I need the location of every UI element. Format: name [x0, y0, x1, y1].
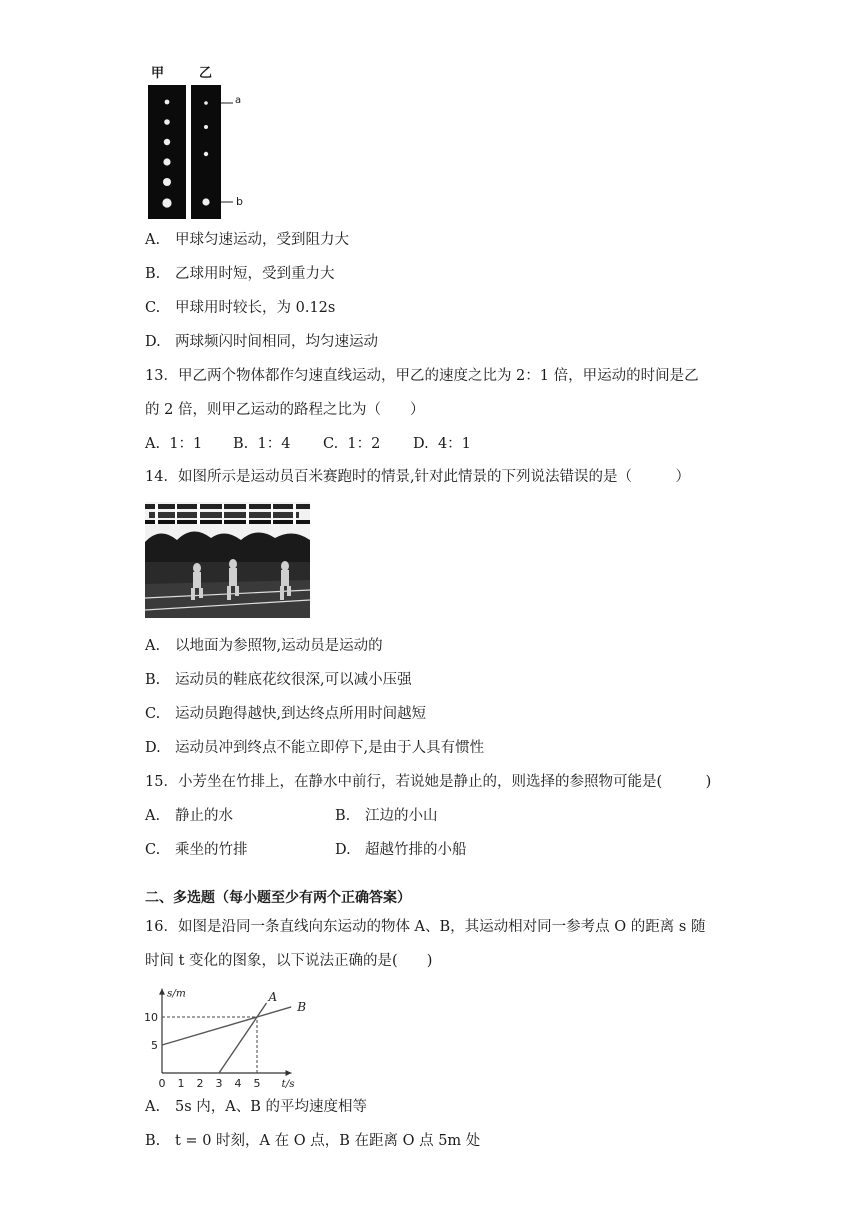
x-axis-arrow	[286, 1070, 292, 1076]
q15-option-d: D. 超越竹排的小船	[335, 842, 467, 858]
ball-jia	[162, 198, 171, 207]
section-title-multi-choice: 二、多选题（每小题至少有两个正确答案）	[145, 890, 411, 906]
x-tick-label: 0	[158, 1077, 166, 1090]
q15-options-row1	[145, 806, 438, 826]
series-label-B: B	[297, 999, 307, 1014]
q15-option-a: A. 静止的水	[145, 808, 233, 824]
label-yi: 乙	[199, 66, 213, 81]
series-line-B	[162, 1007, 291, 1045]
q12-option-a: A. 甲球匀速运动，受到阻力大	[145, 232, 349, 248]
q13-option-d: D. 4：1	[413, 436, 471, 452]
q15-options-row2	[145, 840, 467, 860]
ball-jia	[164, 139, 170, 145]
ball-jia	[164, 119, 170, 125]
q14-option-c: C. 运动员跑得越快,到达终点所用时间越短	[145, 706, 427, 722]
strobe-figure	[145, 62, 255, 222]
q14-option-d: D. 运动员冲到终点不能立即停下,是由于人具有惯性	[145, 740, 485, 756]
y-axis-label: s/m	[167, 987, 186, 1000]
q13-option-c: C. 1：2	[323, 436, 381, 452]
ball-yi	[202, 198, 209, 205]
q13-option-a: A. 1：1	[145, 436, 203, 452]
q16-stem-line1: 16．如图是沿同一条直线向东运动的物体 A、B，其运动相对同一参考点 O 的距离 s 随	[145, 919, 706, 935]
series-label-A: A	[268, 990, 278, 1004]
marker-a: a	[235, 95, 242, 106]
q14-option-b: B. 运动员的鞋底花纹很深,可以减小压强	[145, 672, 412, 688]
q15-option-b: B. 江边的小山	[335, 808, 438, 824]
q13-stem-line2: 的 2 倍，则甲乙运动的路程之比为（ ）	[145, 402, 425, 418]
q15-option-c: C. 乘坐的竹排	[145, 842, 248, 858]
q12-option-c: C. 甲球用时较长，为 0.12s	[145, 300, 336, 316]
x-tick-label: 5	[253, 1077, 261, 1090]
ball-jia	[163, 158, 170, 165]
q16-stem-line2: 时间 t 变化的图象，以下说法正确的是( )	[145, 953, 433, 969]
ball-yi	[204, 152, 208, 156]
q15-stem: 15．小芳坐在竹排上，在静水中前行，若说她是静止的，则选择的参照物可能是( )	[145, 774, 712, 790]
y-tick-label: 10	[144, 1011, 158, 1024]
q16-option-a: A. 5s 内，A、B 的平均速度相等	[145, 1099, 368, 1115]
ball-yi	[204, 101, 208, 105]
series-line-A	[219, 1003, 267, 1073]
q12-option-d: D. 两球频闪时间相同，均匀速运动	[145, 334, 378, 350]
q16-option-b: B. t = 0 时刻，A 在 O 点，B 在距离 O 点 5m 处	[145, 1133, 481, 1149]
label-jia: 甲	[151, 66, 165, 81]
x-tick-label: 2	[196, 1077, 204, 1090]
q13-option-b: B. 1：4	[233, 436, 291, 452]
q13-options	[145, 434, 471, 454]
sprint-photo	[145, 502, 310, 618]
x-tick-label: 4	[234, 1077, 242, 1090]
q12-option-b: B. 乙球用时短，受到重力大	[145, 266, 335, 282]
q14-option-a: A. 以地面为参照物,运动员是运动的	[145, 638, 383, 654]
ball-jia	[163, 178, 171, 186]
q14-stem: 14．如图所示是运动员百米赛跑时的情景,针对此情景的下列说法错误的是（ ）	[145, 469, 691, 485]
q13-stem-line1: 13．甲乙两个物体都作匀速直线运动，甲乙的速度之比为 2：1 倍，甲运动的时间是乙	[145, 368, 699, 384]
s-t-graph	[140, 980, 320, 1090]
y-tick-label: 5	[151, 1039, 158, 1052]
marker-b: b	[236, 195, 243, 208]
x-axis-label: t/s	[281, 1078, 295, 1090]
ball-jia	[165, 100, 170, 105]
x-tick-label: 1	[177, 1077, 185, 1090]
x-tick-label: 3	[215, 1077, 223, 1090]
y-axis-arrow	[159, 989, 165, 995]
ball-yi	[204, 125, 208, 129]
